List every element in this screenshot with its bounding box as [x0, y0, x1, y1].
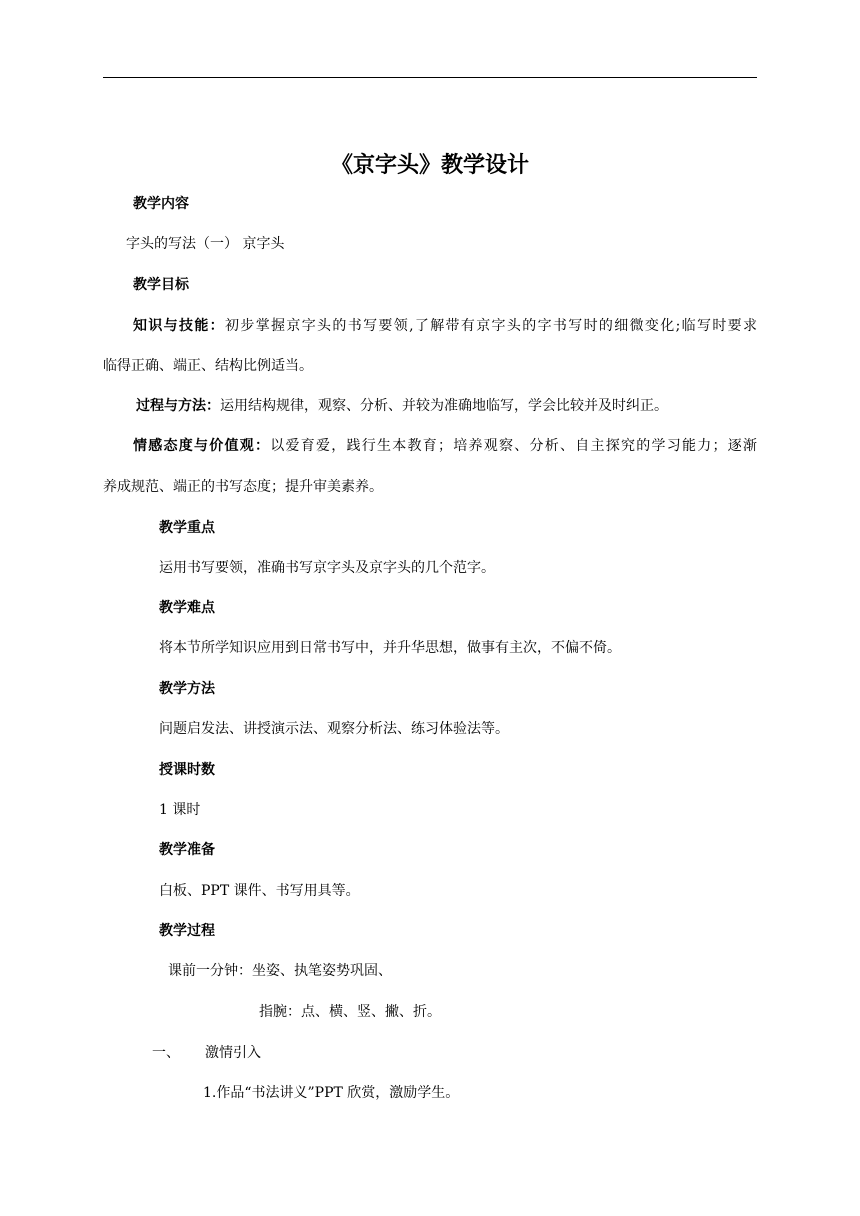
- section-heading-objectives: 教学目标: [133, 277, 189, 293]
- emotion-label: 情感态度与价值观：: [133, 438, 271, 454]
- section-heading-difficulties: 教学难点: [159, 600, 215, 616]
- section-number: 一、: [152, 1045, 180, 1061]
- process-methods-line: [136, 396, 668, 416]
- emotion-text: 以爱育爱，践行生本教育；培养观察、分析、自主探究的学习能力；逐渐: [270, 438, 757, 454]
- methods-text: 问题启发法、讲授演示法、观察分析法、练习体验法等。: [159, 721, 509, 737]
- difficulties-text: 将本节所学知识应用到日常书写中，并升华思想，做事有主次，不偏不倚。: [159, 640, 621, 656]
- section-title-intro: 激情引入: [205, 1045, 261, 1061]
- warmup-text-continued: 指腕：点、横、竖、撇、折。: [259, 1004, 441, 1020]
- section-heading-process: 教学过程: [159, 923, 215, 939]
- hours-text: 1 课时: [159, 802, 201, 818]
- document-title: 《京字头》教学设计: [330, 152, 529, 178]
- section-heading-content: 教学内容: [133, 196, 189, 212]
- preparation-text: 白板、PPT 课件、书写用具等。: [159, 883, 360, 899]
- content-text: 字头的写法（一） 京字头: [126, 236, 285, 252]
- process-text: 运用结构规律，观察、分析、并较为准确地临写，学会比较并及时纠正。: [220, 398, 668, 414]
- section-heading-methods: 教学方法: [159, 681, 215, 697]
- key-points-text: 运用书写要领，准确书写京字头及京字头的几个范字。: [159, 560, 495, 576]
- emotion-values-line: [133, 436, 757, 456]
- knowledge-text: 初步掌握京字头的书写要领,了解带有京字头的字书写时的细微变化;临写时要求: [225, 318, 758, 334]
- knowledge-skills-line: [133, 316, 757, 336]
- section-heading-key-points: 教学重点: [159, 520, 215, 536]
- list-item: 1.作品“书法讲义”PPT 欣赏，激励学生。: [203, 1085, 460, 1101]
- warmup-text: 课前一分钟：坐姿、执笔姿势巩固、: [168, 963, 392, 979]
- process-label: 过程与方法：: [136, 398, 220, 414]
- emotion-text-continued: 养成规范、端正的书写态度；提升审美素养。: [103, 479, 383, 495]
- header-rule: [103, 77, 757, 78]
- knowledge-label: 知识与技能：: [133, 318, 226, 334]
- knowledge-text-continued: 临得正确、端正、结构比例适当。: [103, 358, 313, 374]
- section-heading-hours: 授课时数: [159, 762, 215, 778]
- section-heading-preparation: 教学准备: [159, 842, 215, 858]
